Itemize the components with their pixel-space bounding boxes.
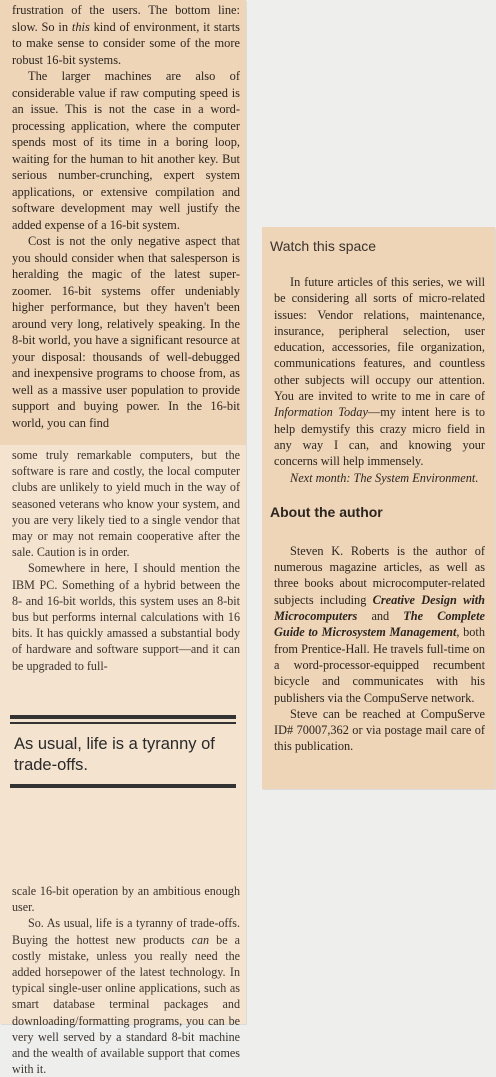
paragraph: scale 16-bit operation by an ambitious enough user. — [12, 884, 240, 915]
book-title: Creative Design with Microcomputers — [274, 592, 485, 624]
paragraph — [274, 274, 485, 470]
paragraph — [12, 2, 240, 68]
clipping-column-1-middle — [0, 445, 246, 688]
pull-quote: As usual, life is a tyranny of trade-offs. — [14, 735, 215, 774]
text-run: , both from Prentice-Hall. He travels full-time on a word-processor-equipped recumbent bicycle and communicates with his publishers via the CompuServe network. — [274, 625, 485, 705]
contact-paragraph: Steve can be reached at CompuServe ID# 70007,362 or via postage mail care of this publication. — [274, 706, 485, 754]
clipping-sidebar — [262, 227, 495, 789]
paragraph: Cost is not the only negative aspect that you should consider when that salesperson is heralding the magic of the latest super-zoomer. 16-bit systems offer undeniably higher performance, but they haven't been around very long, relatively speaking. In the 8-bit world, you have a significant resource at your disposal: thousands of well-debugged and inexpensive programs to choose from, as well as a massive user population to provide support and buying power. In the 16-bit world, you can find — [12, 234, 240, 430]
text-run: frustration of the users. The bottom line: slow. So in — [12, 3, 240, 34]
text-run: be a costly mistake, unless you really need the added horsepower of the latest technology. In typical single-user online applications, such as smart database terminal packages and downloading/formatting programs, you can be very well served by a standard 8-bit machine and the wealth of available support that comes with it. — [12, 932, 240, 1077]
emphasis: Information Today — [274, 405, 368, 420]
article-text — [0, 788, 246, 1077]
paragraph: The larger machines are also of considerable value if raw computing speed is an issue. This is not the case in a word-processing application, where the computer spends most of its time in a boring loop, waiting for the human to hit another key. But serious number-crunching, expert system applications, or extensive compilation and software development may well justify the added expense of a 16-bit system. — [12, 69, 240, 232]
author-bio — [262, 543, 495, 755]
paragraph: some truly remarkable computers, but the software is rare and costly, the local computer clubs are unlikely to yield much in the way of seasoned veterans who know your system, and you are very likely tied to a single vendor that may or may not remain cooperative after the sale. Caution is in order. — [12, 448, 240, 560]
text-run: In future articles of this series, we will be considering all sorts of micro-related issues: Vendor relations, maintenance, insurance, peripheral selection, user education, accessories, file organization, communications features, and countless other subjects will occupy our attention. You are invited to write to me in care of — [274, 275, 485, 404]
emphasis: this — [71, 19, 90, 34]
clipping-column-1-top — [0, 0, 246, 445]
text-run: So. As usual, life is a tyranny of trade-offs. Buying the hottest new products — [12, 916, 240, 947]
text-run: kind of environment, it starts to make sense to consider some of the more robust 16-bit systems. — [12, 19, 241, 67]
pull-quote-rule-top — [10, 715, 236, 719]
text-run: —my intent here is to help demystify this crazy micro field in any way I can, and knowing your concerns will help immensely. — [274, 405, 485, 469]
article-text — [0, 445, 246, 674]
text-run: and — [357, 609, 404, 624]
paragraph: Somewhere in here, I should mention the IBM PC. Something of a hybrid between the 8- and 16-bit worlds, this system uses an 8-bit bus but performs internal calculations with 16 bits. It has quickly amassed a substantial body of hardware and software support—and it can be upgraded to full- — [12, 561, 240, 673]
text-run: Steven K. Roberts is the author of numerous magazine articles, as well as three books about microcomputer-related subjects including — [274, 543, 485, 607]
article-text — [0, 0, 246, 431]
book-title: The Complete Guide to Microsystem Management — [274, 609, 486, 640]
emphasis: Next month: The System Environment. — [290, 470, 479, 485]
paragraph — [12, 915, 240, 1077]
section-text — [262, 267, 495, 486]
clipping-column-1-bottom — [0, 688, 246, 1077]
emphasis: can — [191, 932, 210, 947]
section-heading-author: About the author — [270, 503, 383, 520]
paragraph — [274, 543, 485, 706]
section-heading-watch: Watch this space — [270, 238, 377, 254]
next-month-note — [274, 470, 485, 486]
